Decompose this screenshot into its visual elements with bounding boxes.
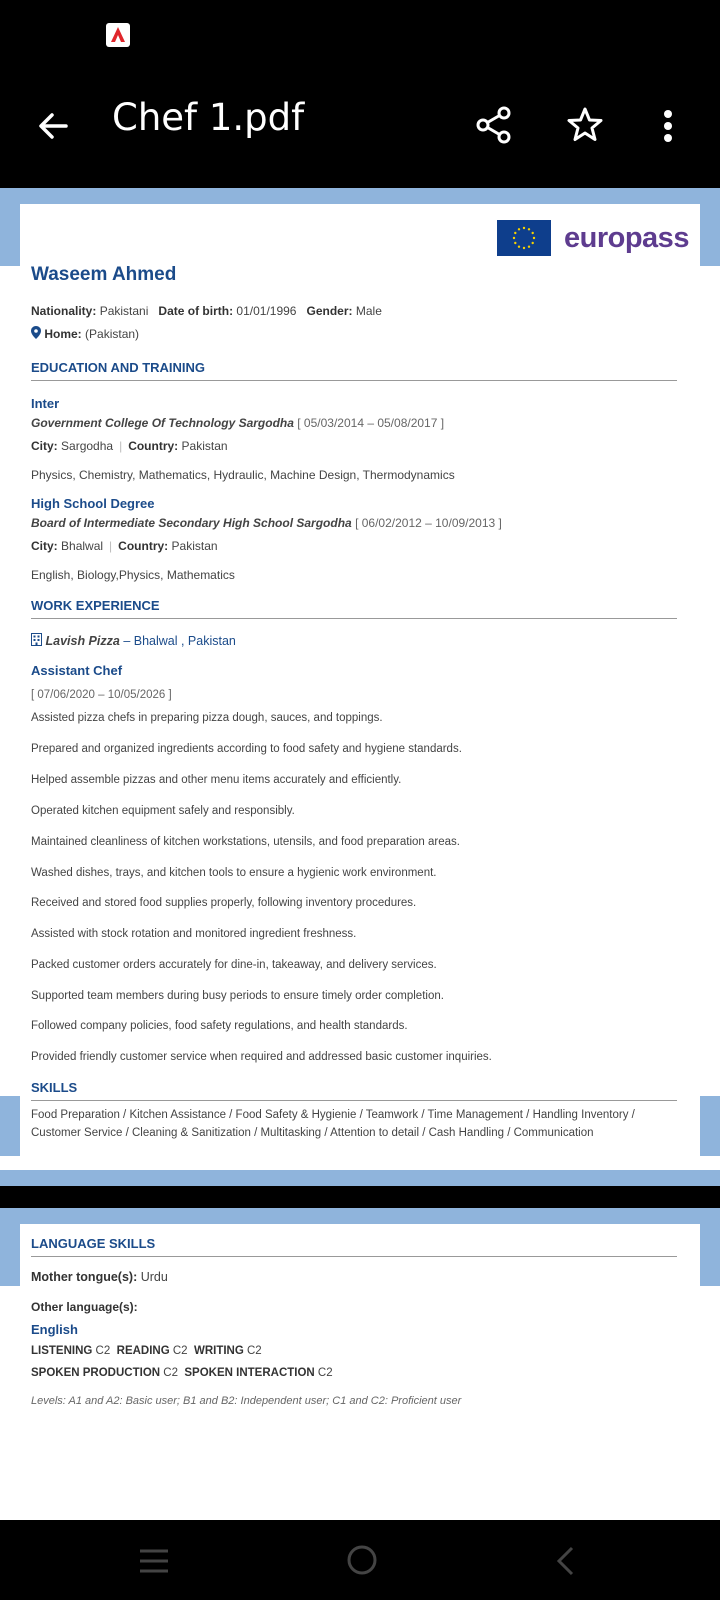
divider	[31, 1256, 677, 1257]
pdf-page-2	[20, 1224, 700, 1520]
employer-line: Lavish Pizza – Bhalwal , Pakistan	[31, 633, 236, 648]
duty-item: Supported team members during busy periods to ensure timely order completion.	[31, 990, 444, 1002]
language-levels-2: SPOKEN PRODUCTION C2 SPOKEN INTERACTION C2	[31, 1367, 333, 1379]
duty-item: Provided friendly customer service when required and addressed basic customer inquiries.	[31, 1051, 492, 1063]
section-heading-work: WORK EXPERIENCE	[31, 598, 160, 613]
page-frame-left	[0, 1224, 20, 1286]
divider	[31, 380, 677, 381]
pdf-page-1	[20, 204, 700, 1170]
page-frame-left	[0, 1096, 20, 1156]
duty-item: Washed dishes, trays, and kitchen tools to ensure a hygienic work environment.	[31, 867, 437, 879]
europass-logo: europass	[564, 222, 689, 254]
duty-item: Followed company policies, food safety regulations, and health standards.	[31, 1020, 408, 1032]
back-icon[interactable]	[554, 1546, 576, 1576]
education-title: High School Degree	[31, 496, 155, 511]
share-icon[interactable]	[474, 105, 514, 145]
page-frame-right	[700, 1224, 720, 1286]
page-separator-gap	[0, 1186, 720, 1208]
candidate-name: Waseem Ahmed	[31, 264, 177, 285]
levels-legend: Levels: A1 and A2: Basic user; B1 and B2: Independent user; C1 and C2: Proficient user	[31, 1395, 462, 1407]
section-heading-education: EDUCATION AND TRAINING	[31, 360, 206, 375]
pdf-viewer[interactable]	[0, 188, 720, 1520]
duty-item: Maintained cleanliness of kitchen workstations, utensils, and food preparation areas.	[31, 836, 460, 848]
duty-item: Received and stored food supplies properly, following inventory procedures.	[31, 897, 417, 909]
duty-item: Helped assemble pizzas and other menu items accurately and efficiently.	[31, 774, 402, 786]
duty-item: Packed customer orders accurately for dine-in, takeaway, and delivery services.	[31, 959, 437, 971]
acrobat-icon	[106, 23, 130, 47]
home-icon[interactable]	[346, 1544, 378, 1576]
divider	[31, 618, 677, 619]
page-frame-right	[700, 204, 720, 266]
duty-item: Operated kitchen equipment safely and responsibly.	[31, 805, 295, 817]
arrow-left-icon[interactable]	[34, 106, 74, 146]
education-subjects: Physics, Chemistry, Mathematics, Hydraulic, Machine Design, Thermodynamics	[31, 468, 455, 482]
language-levels-1: LISTENING C2 READING C2 WRITING C2	[31, 1345, 262, 1357]
skills-list: Food Preparation / Kitchen Assistance / Food Safety & Hygienie / Teamwork / Time Management / Handling Inventory / Customer Service / Cleaning & Sanitization / Multitasking / Attention to detail / Cash Handling / Communication	[31, 1109, 635, 1139]
section-heading-languages: LANGUAGE SKILLS	[31, 1236, 156, 1251]
page-frame-top	[0, 188, 720, 204]
home-info: Home: (Pakistan)	[31, 326, 139, 341]
duty-item: Prepared and organized ingredients according to food safety and hygiene standards.	[31, 743, 462, 755]
duty-item: Assisted with stock rotation and monitored ingredient freshness.	[31, 928, 357, 940]
section-heading-skills: SKILLS	[31, 1080, 78, 1095]
education-institution: Board of Intermediate Secondary High School Sargodha [ 06/02/2012 – 10/09/2013 ]	[31, 516, 502, 530]
location-pin-icon	[31, 326, 41, 339]
page-frame-top	[0, 1208, 720, 1224]
status-bar	[0, 0, 720, 68]
education-location: City: Bhalwal | Country: Pakistan	[31, 539, 218, 553]
education-subjects: English, Biology,Physics, Mathematics	[31, 568, 235, 582]
star-icon[interactable]	[565, 105, 605, 145]
system-nav-bar	[0, 1520, 720, 1600]
eu-flag-icon	[497, 220, 551, 256]
personal-info: Nationality: Pakistani Date of birth: 01/01/1996 Gender: Male	[31, 304, 382, 318]
document-title: Chef 1.pdf	[112, 96, 305, 139]
more-vert-icon[interactable]	[660, 108, 676, 148]
other-languages-label: Other language(s):	[31, 1300, 138, 1314]
building-icon	[31, 633, 42, 646]
recent-apps-icon[interactable]	[138, 1548, 170, 1574]
app-toolbar	[0, 68, 720, 188]
divider	[31, 1100, 677, 1101]
job-dates: [ 07/06/2020 – 10/05/2026 ]	[31, 689, 172, 701]
education-location: City: Sargodha | Country: Pakistan	[31, 439, 228, 453]
duty-item: Assisted pizza chefs in preparing pizza dough, sauces, and toppings.	[31, 712, 383, 724]
education-title: Inter	[31, 396, 60, 411]
education-institution: Government College Of Technology Sargodha [ 05/03/2014 – 05/08/2017 ]	[31, 416, 445, 430]
job-title: Assistant Chef	[31, 663, 123, 678]
language-name: English	[31, 1322, 78, 1337]
page-frame-left	[0, 204, 20, 266]
mother-tongue: Mother tongue(s): Urdu	[31, 1270, 168, 1284]
page-frame-right	[700, 1096, 720, 1156]
